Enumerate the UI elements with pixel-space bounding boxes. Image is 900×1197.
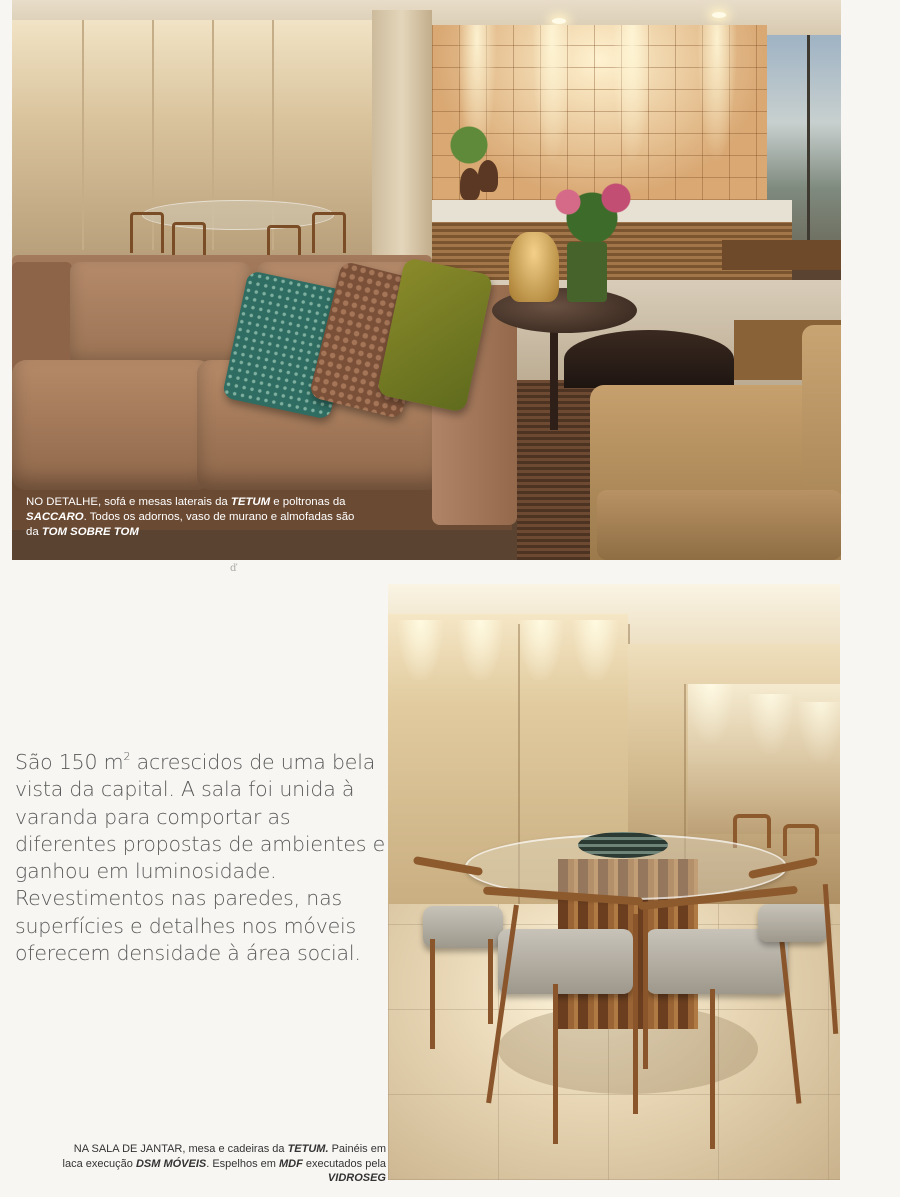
flower-vase	[567, 242, 607, 302]
centerpiece	[578, 832, 668, 858]
caption-text: e poltronas da	[270, 496, 346, 508]
caption-text: sofá e mesas laterais da	[101, 496, 231, 508]
cove-light	[458, 620, 503, 680]
nesting-table	[564, 330, 734, 388]
caption-brand: VIDROSEG	[327, 1172, 386, 1185]
far-dining-table	[142, 200, 334, 230]
chair-seat	[498, 929, 633, 994]
seat-cushion	[12, 360, 212, 490]
ceramic-pot	[478, 160, 498, 192]
caption-text: . Todos os adornos, vaso de murano e almofadas são da	[26, 511, 355, 538]
caption-brand: SACCARO	[26, 511, 84, 523]
caption-text: . Espelhos em	[206, 1157, 279, 1170]
caption-text: mesa e cadeiras da	[185, 1143, 288, 1155]
photo-caption	[60, 1142, 386, 1186]
far-chair	[312, 212, 346, 253]
reflected-chair	[783, 824, 819, 856]
superscript: 2	[123, 750, 131, 763]
ceramic-pot	[460, 168, 480, 200]
back-cushion	[70, 262, 250, 367]
article-body	[15, 743, 387, 967]
ceiling-light	[712, 12, 726, 18]
ceiling-light	[552, 18, 566, 24]
wall-spotlight	[612, 25, 652, 165]
body-text-part: acrescidos de uma bela vista da capital. A sala foi unida à varanda para comportar as diferentes propostas de ambientes e ganhou em luminosidade. Revestimentos nas paredes, nas superfícies e detalhes nos móveis oferecem densidade à área social.	[15, 750, 385, 966]
caption-brand: MDF	[279, 1157, 303, 1170]
caption-lead: NA SALA DE JANTAR,	[73, 1143, 186, 1155]
chair-leg	[553, 984, 558, 1144]
chair-leg	[633, 914, 638, 1114]
caption-text: executados pela	[302, 1157, 386, 1170]
caption-text: Painéis em laca execução	[62, 1143, 386, 1170]
living-room-photo	[12, 0, 841, 560]
wall-spotlight	[697, 25, 737, 165]
chair-leg	[710, 989, 715, 1149]
body-text-part: São 150 m	[15, 750, 124, 774]
murano-vase	[509, 232, 559, 302]
cove-light	[398, 620, 443, 680]
chair-leg	[488, 939, 493, 1024]
window-frame	[807, 35, 810, 255]
far-chair	[130, 212, 164, 253]
side-table	[722, 240, 841, 270]
mirror-reflection	[688, 684, 840, 834]
caption-brand: TETUM	[230, 496, 271, 508]
table-leg	[550, 320, 558, 430]
photo-caption	[26, 495, 356, 540]
armchair-seat	[597, 490, 841, 560]
panel-seam	[82, 20, 84, 250]
caption-brand: TETUM.	[287, 1143, 329, 1155]
caption-brand: TOM SOBRE TOM	[41, 526, 139, 538]
caption-lead: NO DETALHE,	[26, 496, 102, 508]
cove-light	[518, 620, 563, 680]
caption-brand: DSM MÓVEIS	[135, 1157, 207, 1170]
cove-light	[573, 620, 618, 680]
column	[372, 10, 432, 260]
chair-leg	[643, 909, 648, 1069]
scanner-mark: ď	[230, 563, 237, 574]
wall-spotlight	[532, 25, 572, 165]
chair-seat	[758, 904, 828, 942]
chair-leg	[430, 939, 435, 1049]
dining-room-photo	[388, 584, 840, 1180]
